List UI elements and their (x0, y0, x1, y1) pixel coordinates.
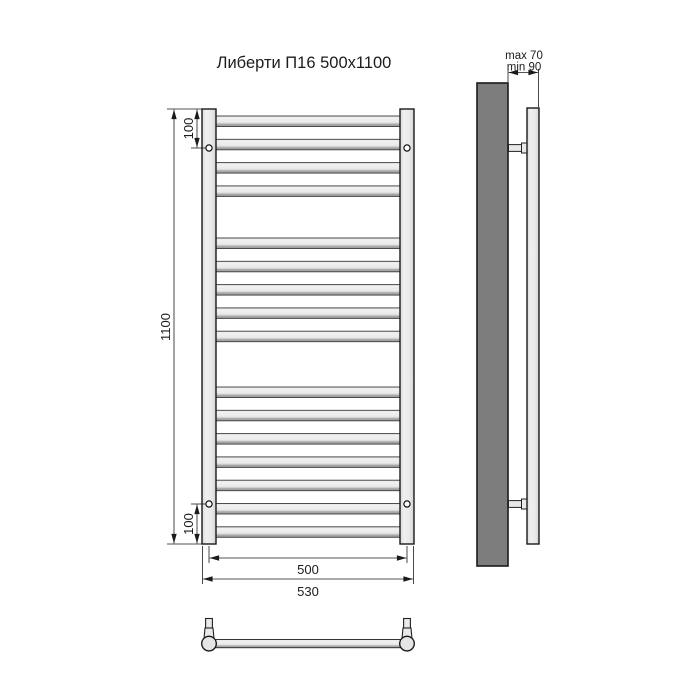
rung (216, 434, 400, 445)
valve-cap (206, 619, 213, 629)
valve-cap (404, 619, 411, 629)
wall (477, 83, 508, 566)
mounting-hole (404, 501, 410, 507)
side-view (477, 50, 543, 566)
rung (216, 261, 400, 272)
collector-end-right (400, 636, 415, 651)
rung (216, 480, 400, 491)
rung (216, 504, 400, 515)
rung (216, 410, 400, 421)
rung (216, 457, 400, 468)
rung (216, 285, 400, 296)
rung (216, 116, 400, 127)
front-view (158, 109, 414, 599)
bracket-arm (509, 145, 522, 152)
left-collector-post (202, 109, 216, 544)
dimension-label-wall-max: max 70 (505, 50, 543, 62)
valve-fittings (204, 619, 412, 639)
wall-brackets (509, 143, 528, 509)
mounting-holes (206, 145, 410, 507)
rung (216, 308, 400, 319)
rung (216, 527, 400, 538)
rung (216, 331, 400, 342)
collector-end-left (202, 636, 217, 651)
dimension-label-height: 1100 (158, 313, 173, 341)
dimension-label-rail-width: 500 (297, 562, 319, 577)
rung (216, 387, 400, 398)
rung (216, 139, 400, 150)
dimension-rail-width (209, 546, 407, 563)
rung (216, 238, 400, 249)
mounting-hole (404, 145, 410, 151)
dimension-label-top-offset: 100 (181, 117, 196, 140)
bracket-arm (509, 501, 522, 508)
rung (216, 186, 400, 197)
right-collector-post (400, 109, 414, 544)
dimension-label-bottom-offset: 100 (181, 513, 196, 535)
dimension-label-overall-width: 530 (297, 584, 319, 599)
bottom-bar (209, 640, 407, 648)
dimension-wall-distance (508, 69, 539, 107)
mounting-hole (206, 145, 212, 151)
mounting-hole (206, 501, 212, 507)
bottom-view (202, 619, 415, 651)
side-profile-bar (527, 108, 539, 544)
drawing-title: Либерти П16 500x1100 (216, 54, 392, 72)
rungs (216, 116, 400, 537)
rung (216, 163, 400, 174)
dimension-label-wall-min: min 90 (506, 61, 542, 74)
